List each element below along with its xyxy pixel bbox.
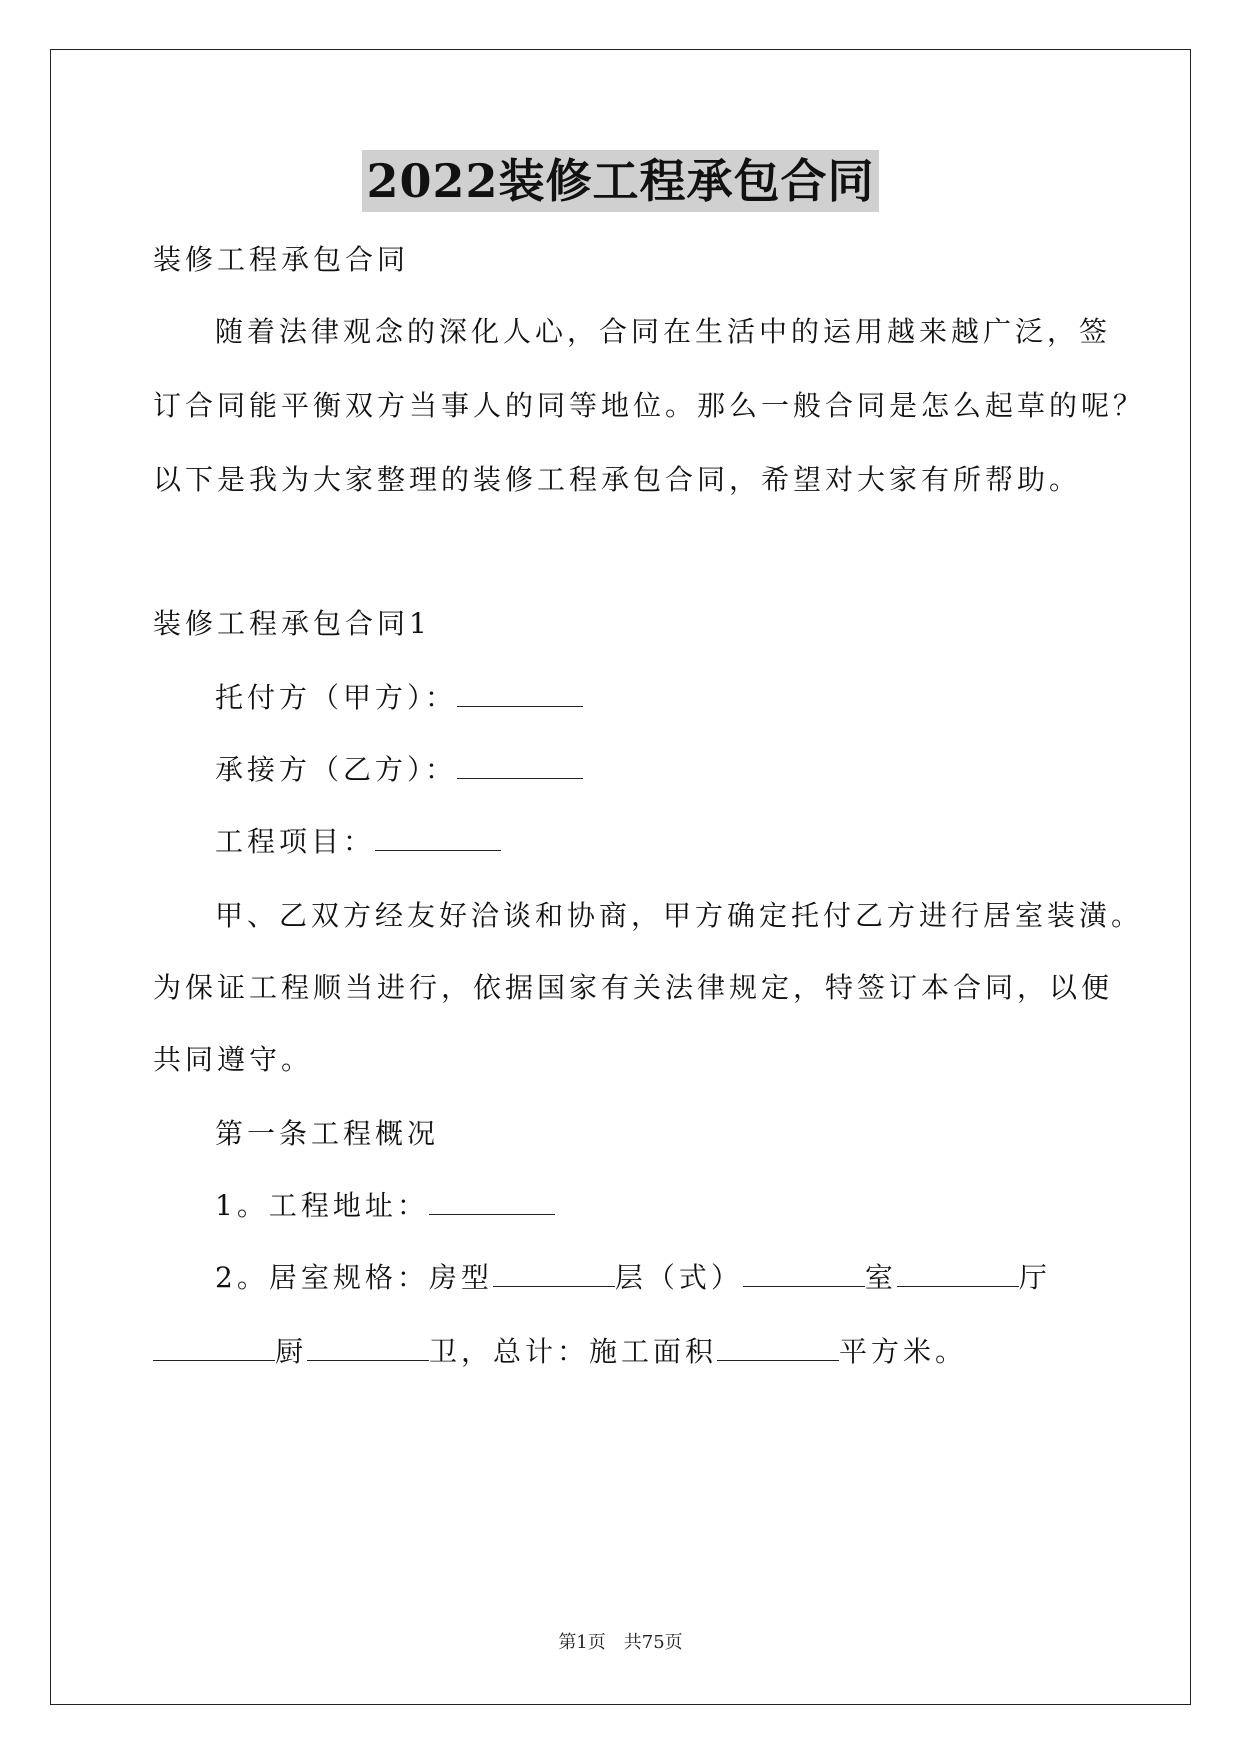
party-a-field	[215, 678, 583, 718]
agreement-line-2: 为保证工程顺当进行，依据国家有关法律规定，特签订本合同，以便	[153, 971, 1114, 1004]
document-title: 2022装修工程承包合同	[362, 150, 878, 212]
address-blank[interactable]	[429, 1188, 555, 1215]
party-a-label: 托付方（甲方）：	[215, 681, 458, 714]
agreement-line-1: 甲、乙双方经友好洽谈和协商，甲方确定托付乙方进行居室装潢。	[215, 899, 1144, 932]
article1-heading: 第一条工程概况	[215, 1117, 440, 1150]
section-heading: 装修工程承包合同1	[153, 607, 431, 640]
room-blank[interactable]	[897, 1260, 1019, 1287]
address-label: 1。工程地址：	[215, 1189, 429, 1222]
project-label: 工程项目：	[215, 825, 376, 858]
document-title-wrap	[0, 150, 1241, 212]
area-blank[interactable]	[717, 1334, 839, 1361]
kitchen-blank[interactable]	[307, 1334, 429, 1361]
room-label: 室	[864, 1261, 897, 1294]
intro-line-3: 以下是我为大家整理的装修工程承包合同，希望对大家有所帮助。	[153, 463, 1082, 496]
party-a-blank[interactable]	[457, 680, 583, 707]
kitchen-label: 厨	[275, 1335, 308, 1368]
party-b-field	[215, 750, 583, 790]
area-unit-label: 平方米。	[839, 1335, 968, 1368]
agreement-line-3: 共同遵守。	[153, 1043, 314, 1076]
floor-blank[interactable]	[743, 1260, 865, 1287]
room-type-label: 2。居室规格：房型	[215, 1261, 493, 1294]
party-b-blank[interactable]	[457, 752, 583, 779]
page-border	[50, 49, 1191, 1705]
subtitle: 装修工程承包合同	[153, 243, 410, 276]
page-footer: 第1页 共75页	[558, 1632, 683, 1653]
project-field	[215, 822, 501, 862]
intro-line-1: 随着法律观念的深化人心，合同在生活中的运用越来越广泛，签	[215, 315, 1112, 348]
project-blank[interactable]	[375, 824, 501, 851]
room-spec-line-1	[215, 1258, 1051, 1298]
room-type-blank[interactable]	[493, 1260, 615, 1287]
bath-label: 卫，总计：施工面积	[429, 1335, 718, 1368]
intro-line-2: 订合同能平衡双方当事人的同等地位。那么一般合同是怎么起草的呢？	[153, 389, 1146, 422]
hall-blank[interactable]	[153, 1334, 275, 1361]
party-b-label: 承接方（乙方）：	[215, 753, 458, 786]
room-spec-line-2	[153, 1332, 967, 1372]
address-field	[215, 1186, 555, 1226]
floor-label: 层（式）	[614, 1261, 743, 1294]
hall-label: 厅	[1018, 1261, 1051, 1294]
